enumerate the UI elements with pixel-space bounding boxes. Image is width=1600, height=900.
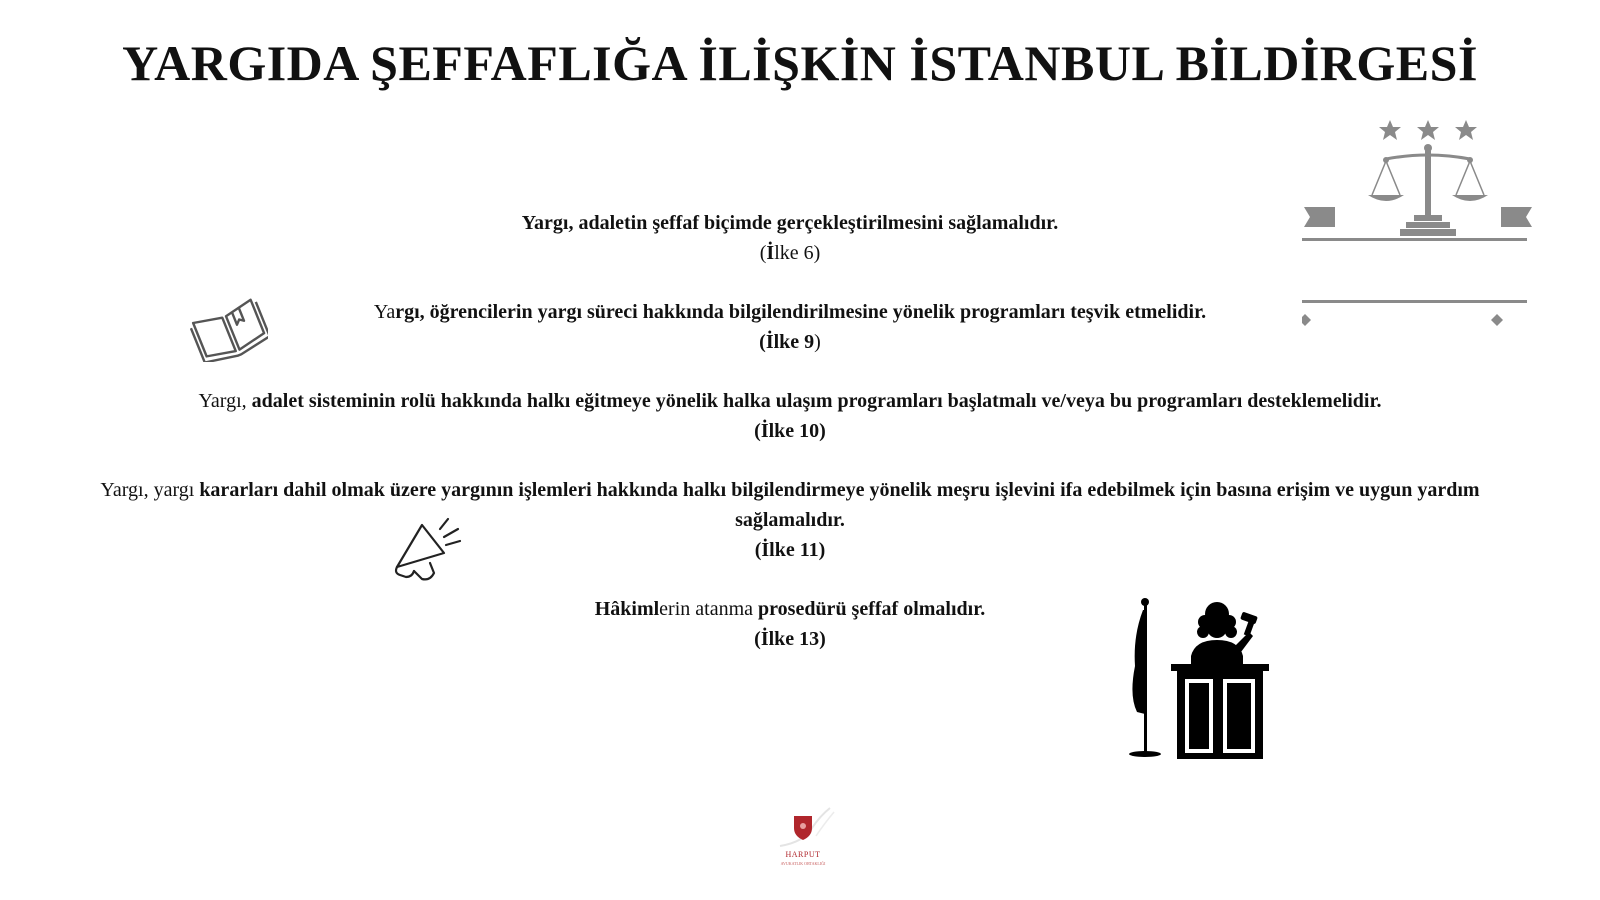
page-title: YARGIDA ŞEFFAFLIĞA İLİŞKİN İSTANBUL BİLDİRGESİ: [122, 35, 1478, 91]
principle-reference-run: (İlke 10): [754, 420, 826, 442]
principle-text-run: Yargı, adaletin şeffaf biçimde gerçekleştirilmesini sağlamalıdır.: [521, 212, 1059, 234]
principle-reference-run: İ: [766, 242, 775, 264]
principle-text-run: kararları dahil olmak üzere yargının işlemleri hakkında halkı bilgilendirmeye yönelik meşru işlevini ifa edebilmek için basına erişim ve uygun yardım sağlamalıdır.: [199, 479, 1480, 531]
principle-ilke-9: [200, 297, 1380, 357]
principle-text: [198, 390, 1381, 412]
principle-reference-run: lke 6): [774, 242, 821, 264]
scales-of-justice-icon: [1302, 115, 1562, 335]
logo-subtitle-text: AVUKATLIK ORTAKLIĞI: [780, 861, 826, 866]
book-icon: [190, 296, 268, 362]
principle-text-run: Ya: [373, 301, 396, 323]
principle-reference: [320, 238, 1260, 268]
principle-reference: [60, 535, 1520, 565]
principle-text-run: Hâkiml: [594, 598, 660, 620]
principle-text: [100, 479, 1479, 531]
principle-text-run: prosedürü şeffaf olmalıdır.: [758, 598, 986, 620]
principle-text: [595, 598, 986, 620]
logo-brand-text: HARPUT: [785, 850, 821, 859]
principle-reference-run: ): [814, 331, 821, 353]
principle-ilke-6: [320, 208, 1260, 268]
principle-text: [374, 301, 1206, 323]
principle-text-run: adalet sisteminin rolü hakkında halkı eğitmeye yönelik halka ulaşım programları başlatmalı ve/veya bu programları desteklemelidir.: [251, 390, 1382, 412]
principle-reference-run: (: [759, 242, 767, 264]
megaphone-icon: [392, 515, 472, 585]
principle-text-run: rgı, öğrencilerin yargı süreci hakkında bilgilendirilmesine yönelik programları teşvik etmelidir.: [395, 301, 1207, 323]
logo-emblem-icon: [760, 806, 846, 850]
judge-at-bench-icon: [1125, 596, 1285, 766]
principle-text-run: erin atanma: [659, 598, 759, 620]
principle-reference: [450, 624, 1130, 654]
principle-reference-run: (İlke 13): [754, 628, 826, 650]
principle-reference-run: (İlke 11): [754, 539, 826, 561]
principle-text-run: Yargı,: [198, 390, 252, 412]
principle-reference-run: (İlke 9: [759, 331, 815, 353]
principle-text: [522, 212, 1058, 234]
company-logo: [760, 806, 846, 882]
principle-ilke-11: [60, 475, 1520, 565]
principle-ilke-10: [60, 386, 1520, 446]
principle-reference: [200, 327, 1380, 357]
principle-reference: [60, 416, 1520, 446]
principle-text-run: Yargı, yargı: [100, 479, 200, 501]
principle-ilke-13: [450, 594, 1130, 654]
